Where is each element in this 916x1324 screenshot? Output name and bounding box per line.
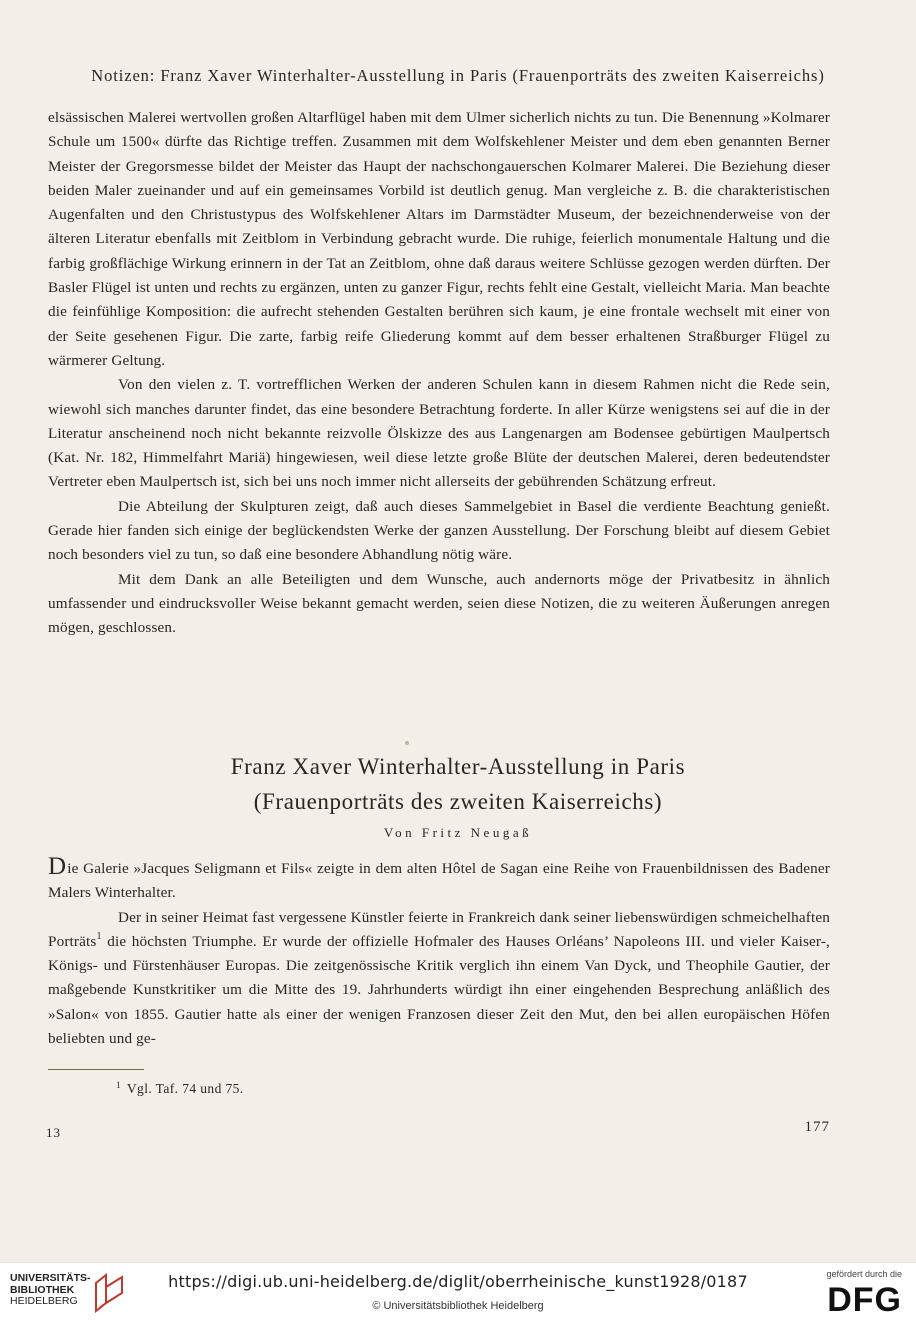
footnote-text: Vgl. Taf. 74 und 75. — [126, 1081, 244, 1096]
funder-note: gefördert durch die — [826, 1269, 902, 1279]
article-subtitle: (Frauenporträts des zweiten Kaiserreichs) — [253, 789, 663, 814]
paragraph: Von den vielen z. T. vortrefflichen Werken der anderen Schulen kann in diesem Rahmen nicht die Rede sein, wiewohl sich manches darunter findet, das eine besondere Betrachtung forderte. In aller Kürze wenigstens sei auf die in der Literatur anscheinend noch nicht bekannte reizvolle Ölskizze des aus Langenargen am Bodensee gebürtigen Maulpertsch (Kat. Nr. 182, Himmelfahrt Mariä) hingewiesen, weil diese letzte große Blüte der deutschen Malerei, deren bedeutendster Vertreter eben Maulpertsch ist, sich bei uns noch immer nicht allerseits der gebührenden Schätzung erfreut. — [48, 376, 830, 491]
article-title: Franz Xaver Winterhalter-Ausstellung in Paris — [230, 754, 686, 779]
logo-line: UNIVERSITÄTS- — [10, 1272, 91, 1284]
logo-line: HEIDELBERG — [10, 1295, 78, 1307]
footnote-reference[interactable]: 1 — [96, 930, 102, 942]
permalink-url[interactable]: https://digi.ub.uni-heidelberg.de/diglit/oberrheinische_kunst1928/0187 — [168, 1272, 748, 1291]
drop-cap: D — [48, 853, 67, 880]
article-body — [48, 853, 830, 1051]
paragraph — [48, 853, 830, 906]
paragraph-text: Der in seiner Heimat fast vergessene Künstler feierte in Frankreich dank seiner liebenswürdigen schmeichelhaften Porträts — [48, 908, 830, 950]
logo-line: BIBLIOTHEK — [10, 1283, 75, 1296]
page-number: 177 — [804, 1119, 830, 1135]
paragraph-text: die höchsten Triumphe. Er wurde der offizielle Hofmaler des Hauses Orléans’ Napoleons III. und vieler Kaiser-, Königs- und Fürstenhäuser Europas. Die zeitgenössische Kritik verglich ihn einem Van Dyck, und Theophile Gautier, der maßgebende Kunstkritiker um die Mitte des 19. Jahrhunderts würdigt ihn einer eingehenden Besprechung anläßlich des »Salon« von 1855. Gautier hatte als einer der wenigen Franzosen dieser Zeit den Mut, den bei allen europäischen Höfen beliebten und ge- — [48, 932, 830, 1048]
running-head: Notizen: Franz Xaver Winterhalter-Ausstellung in Paris (Frauenporträts des zweiten Kaiserreichs) — [91, 66, 825, 85]
viewer-footer — [0, 1262, 916, 1324]
footnote — [116, 1081, 244, 1097]
footnote-divider — [48, 1069, 144, 1070]
article-author: Von Fritz Neugaß — [383, 825, 533, 840]
paragraph-text: ie Galerie »Jacques Seligmann et Fils« zeigte in dem alten Hôtel de Sagan eine Reihe von Frauenbildnissen des Badener Malers Winterhalter. — [48, 860, 830, 902]
dfg-logo[interactable] — [810, 1267, 902, 1321]
paragraph: Mit dem Dank an alle Beteiligten und dem Wunsche, auch andernorts möge der Privatbesitz in ähnlich umfassender und eindrucksvoller Weise bekannt gemacht werden, seien diese Notizen, die zu weiteren Äußerungen anregen mögen, geschlossen. — [48, 570, 830, 637]
continued-article-text — [48, 106, 830, 641]
dfg-wordmark: DFG — [827, 1281, 902, 1319]
paragraph — [48, 906, 830, 1052]
signature-mark: 13 — [46, 1125, 61, 1140]
paragraph: Die Abteilung der Skulpturen zeigt, daß auch dieses Sammelgebiet in Basel die verdiente Beachtung genießt. Gerade hier fanden sich einige der beglückendsten Werke der ganzen Ausstellung. Der Forschung bleibt auf diesem Gebiet noch besonders viel zu tun, so daß eine besondere Abhandlung nötig wäre. — [48, 497, 830, 564]
copyright-notice: © Universitätsbibliothek Heidelberg — [372, 1300, 544, 1312]
section-ornament — [405, 741, 409, 745]
footnote-mark: 1 — [116, 1080, 121, 1090]
paragraph: elsässischen Malerei wertvollen großen Altarflügel haben mit dem Ulmer sicherlich nichts zu tun. Die Benennung »Kolmarer Schule um 1500« dürfte das Richtige treffen. Zusammen mit dem Wolfskehlener Meister und dem eben genannten Berner Meister der Gregorsmesse bildet der Meister das Haupt der nachschongauerschen Kolmarer Malerei. Die Beziehung dieser beiden Maler zueinander und auf ein gemeinsames Vorbild ist deutlich genug. Man vergleiche z. B. die charakteristischen Augenfalten und den Christustypus des Wolfskehlener Altars im Darmstädter Museum, der bezeichnenderweise von der älteren Literatur ebenfalls mit Zeitblom in Verbindung gebracht wurde. Die ruhige, feierlich monumentale Haltung und die farbig großflächige Wirkung erinnern in der Tat an Zeitblom, ohne daß daraus weitere Schlüsse gezogen werden dürften. Der Basler Flügel ist unten und rechts zu ergänzen, unten zu ganzer Figur, rechts fehlt eine Gestalt, vielleicht Maria. Man beachte die feinfühlige Komposition: die aufrecht stehenden Gestalten berühren sich kaum, je eine frontale wechselt mit einer von der Seite gesehenen Figur. Die zarte, farbig reife Gliederung kommt auf dem besser erhaltenen Straßburger Flügel zu wärmerer Geltung. — [48, 109, 830, 369]
